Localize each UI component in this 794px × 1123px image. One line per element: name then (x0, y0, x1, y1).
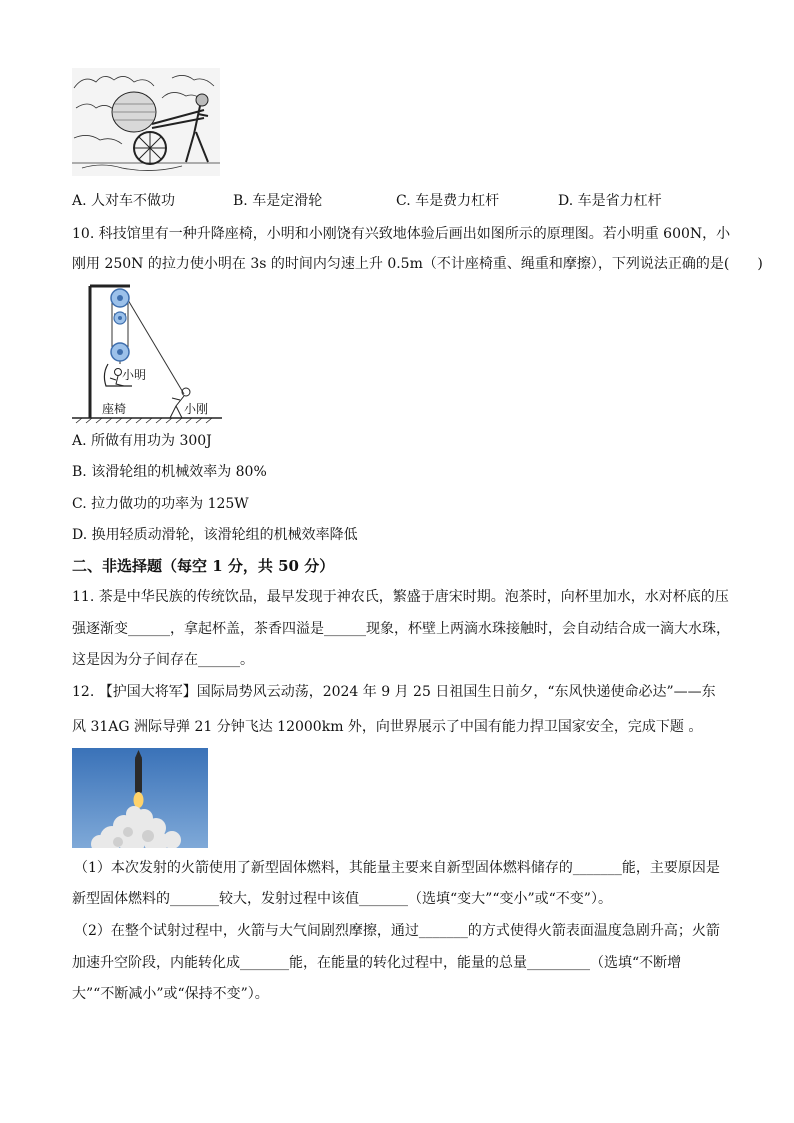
missile-launch-photo (72, 748, 208, 848)
label-xiaogang: 小刚 (184, 402, 209, 416)
q10-option-a: A. 所做有用功为 300J (72, 433, 212, 449)
q10-stem-line1: 10. 科技馆里有一种升降座椅，小明和小刚饶有兴致地体验后画出如图所示的原理图。若小明重 600N，小 (72, 226, 731, 242)
q9-option-a: A. 人对车不做功 (72, 193, 176, 209)
q12-sub2-line1: （2）在整个试射过程中，火箭与大气间剧烈摩擦，通过_______的方式使得火箭表面温度急剧升高；火箭 (74, 923, 720, 939)
q9-option-d: D. 车是省力杠杆 (558, 193, 662, 209)
q12-sub1-line2: 新型固体燃料的_______较大，发射过程中该值_______（选填“变大”“变小”或“不变”）。 (72, 891, 612, 907)
pulley-seat-diagram (72, 282, 222, 424)
q9-option-c: C. 车是费力杠杆 (396, 193, 500, 209)
q10-option-d: D. 换用轻质动滑轮，该滑轮组的机械效率降低 (72, 527, 358, 543)
q11-line1: 11. 茶是中华民族的传统饮品，最早发现于神农氏，繁盛于唐宋时期。泡茶时，向杯里加水，水对杯底的压 (72, 589, 729, 605)
label-xiaoming: 小明 (122, 368, 147, 382)
ancient-cart-illustration (72, 68, 220, 176)
label-seat: 座椅 (102, 402, 127, 416)
q12-sub1-line1: （1）本次发射的火箭使用了新型固体燃料，其能量主要来自新型固体燃料储存的_______能，主要原因是 (74, 860, 720, 876)
q10-option-b: B. 该滑轮组的机械效率为 80% (72, 464, 267, 480)
q12-sub2-line2: 加速升空阶段，内能转化成_______能，在能量的转化过程中，能量的总量_________（选填“不断增 (72, 955, 682, 971)
q12-line1: 12. 【护国大将军】国际局势风云动荡，2024 年 9 月 25 日祖国生日前夕，“东风快递使命必达”——东 (72, 684, 716, 700)
q12-line2: 风 31AG 洲际导弹 21 分钟飞达 12000km 外，向世界展示了中国有能力捍卫国家安全，完成下题 。 (72, 719, 703, 735)
q10-option-c: C. 拉力做功的功率为 125W (72, 496, 249, 512)
q11-line2: 强逐渐变______，拿起杯盖，茶香四溢是______现象，杯壁上两滴水珠接触时，会自动结合成一滴大水珠， (72, 621, 730, 637)
q10-stem-line2: 刚用 250N 的拉力使小明在 3s 的时间内匀速上升 0.5m（不计座椅重、绳重和摩擦），下列说法正确的是( ) (72, 256, 763, 272)
q9-option-b: B. 车是定滑轮 (233, 193, 323, 209)
section-heading: 二、非选择题（每空 1 分，共 50 分） (72, 557, 335, 575)
q11-line3: 这是因为分子间存在______。 (72, 652, 254, 668)
q12-sub2-line3: 大”“不断减小”或“保持不变”）。 (72, 986, 269, 1002)
